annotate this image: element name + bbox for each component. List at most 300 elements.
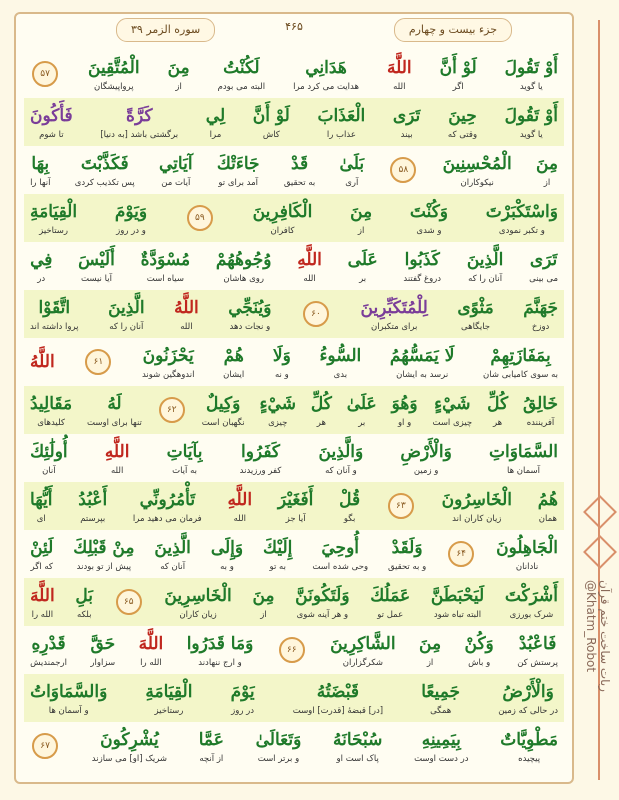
persian-translation: جایگاهی — [461, 322, 491, 332]
persian-translation: و زمین — [413, 466, 439, 476]
persian-translation: شکرگزاران — [342, 658, 384, 668]
arabic-word: لَيَحْبَطَنَّ — [430, 586, 485, 606]
arabic-word: اللَّهُ — [174, 298, 199, 318]
verse-number-marker: ۵۹ — [187, 205, 213, 231]
persian-translation: در — [37, 274, 46, 284]
arabic-word: السُّوءُ — [319, 346, 362, 366]
word-line — [24, 674, 564, 722]
arabic-word: اللَّهِ — [227, 490, 253, 510]
persian-translation: مرا — [209, 130, 222, 140]
verse-row — [24, 194, 564, 242]
arabic-word: مَطْوِيَّاتٌ — [500, 730, 558, 750]
persian-translation: به آیات — [172, 466, 198, 476]
word — [392, 386, 418, 434]
verse-row — [24, 386, 564, 434]
word — [30, 626, 67, 674]
arabic-word: مِنْ قَبْلِكَ — [73, 538, 135, 558]
page-header — [16, 14, 572, 44]
verse-end — [30, 722, 60, 770]
arabic-word: الْجَاهِلُونَ — [496, 538, 558, 558]
persian-translation: در روز — [231, 706, 255, 716]
persian-translation: که اگر — [30, 562, 53, 572]
verse-number-marker: ۵۷ — [32, 61, 58, 87]
verse-end — [388, 146, 418, 194]
word — [30, 290, 79, 338]
channel-handle: @Khatm_Robot — [584, 580, 598, 673]
arabic-word: وَمَا قَدَرُوا — [186, 634, 254, 654]
arabic-word: الَّذِينَ — [154, 538, 191, 558]
verse-end — [83, 338, 113, 386]
word-line — [24, 530, 564, 578]
persian-translation: یا گوید — [519, 82, 543, 92]
word — [206, 98, 225, 146]
persian-translation: بر — [358, 418, 366, 428]
verse-number-marker: ۶۴ — [448, 541, 474, 567]
word — [260, 386, 296, 434]
arabic-word: لَوْ أَنَّ — [439, 58, 477, 78]
arabic-word: أُوحِيَ — [321, 538, 360, 558]
persian-translation: آیات من — [161, 178, 191, 188]
word — [159, 146, 193, 194]
word — [523, 290, 558, 338]
persian-translation: چیزی — [268, 418, 288, 428]
persian-translation: پرواپیشگان — [94, 82, 134, 92]
persian-translation: همان — [538, 514, 557, 524]
verse-number-marker: ۶۶ — [279, 637, 305, 663]
persian-translation: کفر ورزیدند — [239, 466, 282, 476]
quran-text — [24, 50, 564, 774]
word — [231, 674, 255, 722]
persian-translation: برگشتی باشد [به دنیا] — [100, 130, 179, 140]
word — [388, 530, 426, 578]
arabic-word: بِيَمِينِهِ — [421, 730, 461, 750]
persian-translation: ای — [36, 514, 46, 524]
word — [448, 98, 477, 146]
persian-translation: آفریننده — [526, 418, 555, 428]
word — [403, 242, 441, 290]
word — [164, 578, 231, 626]
word — [256, 722, 302, 770]
word — [73, 530, 134, 578]
word — [202, 386, 245, 434]
verse-end — [157, 386, 187, 434]
arabic-word: الْقِيَامَةِ — [145, 682, 193, 702]
arabic-word: بِآيَاتِ — [166, 442, 203, 462]
persian-translation: بر — [359, 274, 367, 284]
persian-translation: در حالی که زمین — [498, 706, 558, 716]
verse-number-marker: ۵۸ — [390, 157, 416, 183]
persian-translation: دوزخ — [531, 322, 550, 332]
arabic-word: آيَاتِي — [159, 154, 193, 174]
arabic-word: لَكُنْتُ — [223, 58, 260, 78]
word — [240, 434, 282, 482]
arabic-word: مَثْوًى — [457, 298, 494, 318]
arabic-word: لَئِنْ — [30, 538, 54, 558]
word-line — [24, 434, 564, 482]
verse-number-marker: ۶۵ — [116, 589, 142, 615]
arabic-word: وَالْأَرْضُ — [502, 682, 554, 702]
persian-translation: تا شوم — [39, 130, 64, 140]
verse-row — [24, 578, 564, 626]
word — [390, 338, 455, 386]
persian-translation: بیند — [400, 130, 413, 140]
word — [487, 386, 508, 434]
word — [142, 338, 195, 386]
persian-translation: نگهبان است — [201, 418, 245, 428]
persian-translation: فرمان می دهید مرا — [132, 514, 202, 524]
persian-translation: زیان کاران اند — [452, 514, 502, 524]
word — [317, 98, 365, 146]
verse-number-marker: ۶۳ — [388, 493, 414, 519]
arabic-word: مُسْوَدَّةٌ — [140, 250, 191, 270]
word — [538, 482, 558, 530]
persian-translation: وقتی که — [447, 130, 478, 140]
persian-translation: البته می بودم — [217, 82, 266, 92]
word — [145, 674, 192, 722]
arabic-word: مِنَ — [252, 586, 275, 606]
verse-end — [185, 194, 215, 242]
word — [217, 146, 260, 194]
arabic-word: يُشْرِكُونَ — [100, 730, 159, 750]
word — [115, 194, 147, 242]
arabic-word: جَاءَتْكَ — [216, 154, 260, 174]
persian-translation: دروغ گفتند — [403, 274, 442, 284]
arabic-word: مِنَ — [167, 58, 190, 78]
persian-translation: از — [543, 178, 551, 188]
persian-translation: بلکه — [77, 610, 92, 620]
arabic-word: الْعَذَابَ — [317, 106, 366, 126]
persian-translation: البته تباه شود — [433, 610, 482, 620]
arabic-word: هُمُ — [537, 490, 558, 510]
arabic-word: هَدَانِي — [305, 58, 347, 78]
word — [465, 626, 494, 674]
word — [523, 386, 558, 434]
arabic-word: وَلَتَكُونَنَّ — [295, 586, 350, 606]
word-line — [24, 626, 564, 674]
arabic-word: وَالَّذِينَ — [318, 442, 364, 462]
word — [108, 290, 145, 338]
persian-translation: بگو — [343, 514, 356, 524]
arabic-word: مِنَ — [350, 202, 373, 222]
arabic-word: اللَّهَ — [138, 634, 164, 654]
arabic-word: لِي — [205, 106, 226, 126]
arabic-word: الْكَافِرِينَ — [252, 202, 313, 222]
persian-translation: الله — [303, 274, 316, 284]
arabic-word: قُلْ — [339, 490, 361, 510]
persian-translation: از آنچه — [199, 754, 224, 764]
arabic-word: اللَّهَ — [30, 586, 55, 606]
word — [440, 50, 477, 98]
persian-translation: کافران — [270, 226, 295, 236]
persian-translation: الله را — [140, 658, 162, 668]
persian-translation: و ارج ننهادند — [198, 658, 242, 668]
arabic-word: وَالسَّمَاوَاتُ — [30, 682, 108, 702]
word — [30, 530, 53, 578]
arabic-word: قَدْرِهِ — [31, 634, 66, 654]
word — [410, 194, 448, 242]
persian-translation: الله — [393, 82, 406, 92]
arabic-word: وَهُوَ — [391, 394, 418, 414]
word — [457, 290, 493, 338]
word — [227, 482, 252, 530]
arabic-word: وُجُوهُهُمْ — [215, 250, 272, 270]
verse-number-marker: ۶۲ — [159, 397, 185, 423]
word — [443, 146, 512, 194]
arabic-word: فَاعْبُدْ — [518, 634, 557, 654]
persian-translation: رستاخیز — [39, 226, 69, 236]
arabic-word: لَهُ — [107, 394, 122, 414]
arabic-word: قَبْضَتُهُ — [316, 682, 360, 702]
arabic-word: بَلَىٰ — [339, 154, 365, 174]
persian-translation: آسمان ها — [506, 466, 540, 476]
arabic-word: يَوْمَ — [230, 682, 255, 702]
persian-translation: به تو — [269, 562, 286, 572]
persian-translation: هر — [316, 418, 326, 428]
channel-label — [582, 580, 612, 780]
persian-translation: همگی — [430, 706, 452, 716]
persian-translation: آنها را — [30, 178, 51, 188]
word-line — [24, 386, 564, 434]
arabic-word: اللَّهُ — [30, 352, 55, 372]
word — [421, 674, 460, 722]
persian-translation: الله را — [31, 610, 54, 620]
persian-translation: و شدی — [416, 226, 442, 236]
arabic-word: مِنَ — [535, 154, 558, 174]
word — [529, 242, 558, 290]
verse-end — [114, 578, 144, 626]
word — [505, 50, 558, 98]
arabic-word: فِي — [30, 250, 53, 270]
arabic-word: وَكُنْتَ — [409, 202, 449, 222]
word — [370, 578, 410, 626]
persian-translation: از — [357, 226, 365, 236]
ornament-icon — [583, 495, 617, 529]
verse-row — [24, 98, 564, 146]
persian-translation: پس تکذیب کردی — [74, 178, 135, 188]
arabic-word: قَدْ — [291, 154, 309, 174]
persian-translation: به تحقیق — [283, 178, 316, 188]
arabic-word: وَكِيلٌ — [206, 394, 241, 414]
persian-translation: پاک است او — [336, 754, 379, 764]
word — [297, 242, 322, 290]
word — [536, 146, 558, 194]
persian-translation: و به — [220, 562, 234, 572]
arabic-word: بَلِ — [75, 586, 94, 606]
word — [92, 722, 167, 770]
persian-translation: و تکبر نمودی — [498, 226, 545, 236]
arabic-word: فَكَذَّبْتَ — [80, 154, 129, 174]
word — [319, 434, 364, 482]
arabic-word: عَمَّا — [198, 730, 224, 750]
word — [253, 98, 290, 146]
persian-translation: سزاوار — [90, 658, 116, 668]
arabic-word: الْخَاسِرِينَ — [164, 586, 232, 606]
word-line — [24, 290, 564, 338]
word — [414, 722, 468, 770]
persian-translation: عذاب را — [326, 130, 356, 140]
arabic-word: اللَّهَ — [386, 58, 412, 78]
arabic-word: سُبْحَانَهُ — [332, 730, 383, 750]
word — [486, 194, 558, 242]
verse-number-marker: ۶۱ — [85, 349, 111, 375]
word — [139, 626, 164, 674]
persian-translation: اندوهگین شوند — [141, 370, 195, 380]
persian-translation: هدایت می کرد مرا — [293, 82, 359, 92]
arabic-word: بِهَا — [31, 154, 50, 174]
word — [90, 626, 115, 674]
word — [30, 578, 55, 626]
word — [100, 98, 178, 146]
arabic-word: تَأْمُرُونِّي — [139, 490, 196, 510]
word — [387, 50, 412, 98]
persian-translation: پرستش کن — [517, 658, 558, 668]
word-line — [24, 146, 564, 194]
word — [141, 242, 191, 290]
persian-translation: آمد برای تو — [218, 178, 259, 188]
arabic-word: حِينَ — [448, 106, 477, 126]
verse-row — [24, 434, 564, 482]
persian-translation: زیان کاران — [179, 610, 217, 620]
arabic-word: بِمَفَازَتِهِمْ — [490, 346, 551, 366]
word — [252, 578, 274, 626]
word — [350, 194, 372, 242]
verse-end — [277, 626, 307, 674]
persian-translation: و آسمان ها — [48, 706, 89, 716]
word — [30, 194, 77, 242]
word — [30, 98, 73, 146]
arabic-word: كُلِّ — [310, 394, 332, 414]
arabic-word: وَكُنْ — [464, 634, 494, 654]
word — [78, 242, 115, 290]
arabic-word: يَحْزَنُونَ — [142, 346, 194, 366]
arabic-word: اللَّهِ — [104, 442, 130, 462]
verse-row — [24, 338, 564, 386]
persian-translation: شریک [او] می سازند — [91, 754, 168, 764]
word — [187, 626, 254, 674]
arabic-word: الشَّاكِرِينَ — [330, 634, 396, 654]
verse-end — [446, 530, 476, 578]
arabic-word: أَوْ تَقُولَ — [504, 58, 558, 78]
arabic-word: وَلَقَدْ — [391, 538, 423, 558]
persian-translation: شرک بورزی — [509, 610, 554, 620]
persian-translation: به سوی کامیابی شان — [483, 370, 558, 380]
arabic-word: وَاسْتَكْبَرْتَ — [485, 202, 558, 222]
arabic-word: كَذَبُوا — [404, 250, 440, 270]
word — [75, 578, 93, 626]
arabic-word: جَمِيعًا — [421, 682, 461, 702]
word — [330, 626, 395, 674]
arabic-word: وَلَا — [272, 346, 291, 366]
persian-translation: بپرستم — [80, 514, 106, 524]
arabic-word: عَلَى — [347, 250, 378, 270]
arabic-word: أَوْ تَقُولَ — [504, 106, 558, 126]
persian-translation: و آنان که — [325, 466, 357, 476]
word — [154, 530, 191, 578]
persian-translation: در دست اوست — [414, 754, 469, 764]
word — [393, 98, 420, 146]
word — [312, 530, 368, 578]
word — [174, 290, 199, 338]
persian-translation: پیچیده — [518, 754, 541, 764]
verse-row — [24, 722, 564, 770]
word-line — [24, 338, 564, 386]
arabic-word: وَالْأَرْضِ — [400, 442, 452, 462]
word-line — [24, 578, 564, 626]
persian-translation: پیش از تو بودند — [76, 562, 132, 572]
arabic-word: مِنَ — [419, 634, 442, 654]
side-branding — [580, 20, 616, 780]
verse-row — [24, 146, 564, 194]
arabic-word: وَيُنَجِّي — [228, 298, 272, 318]
persian-translation: روی هاشان — [223, 274, 264, 284]
arabic-word: الْخَاسِرُونَ — [441, 490, 512, 510]
word — [432, 386, 472, 434]
word — [278, 482, 314, 530]
verse-end — [301, 290, 331, 338]
word — [442, 482, 512, 530]
arabic-word: لَا يَمَسُّهُمُ — [389, 346, 455, 366]
ornament-icon — [583, 535, 617, 569]
word — [30, 146, 50, 194]
arabic-word: أَفَغَيْرَ — [277, 490, 314, 510]
verse-row — [24, 674, 564, 722]
persian-translation: پروا داشته اند — [30, 322, 79, 332]
word — [223, 338, 244, 386]
persian-translation: الله — [180, 322, 193, 332]
persian-translation: از — [260, 610, 267, 620]
persian-translation: و هر آینه شوی — [296, 610, 349, 620]
arabic-word: شَيْءٍ — [259, 394, 296, 414]
verse-row — [24, 626, 564, 674]
word — [263, 530, 292, 578]
word — [431, 578, 484, 626]
word — [348, 242, 378, 290]
word-line — [24, 50, 564, 98]
persian-translation: الله — [233, 514, 246, 524]
word — [496, 530, 558, 578]
word — [273, 338, 291, 386]
arabic-word: كُلِّ — [487, 394, 509, 414]
verse-end — [30, 50, 60, 98]
arabic-word: السَّمَاوَاتِ — [488, 442, 558, 462]
persian-translation: آنان — [42, 466, 56, 476]
arabic-word: شَيْءٍ — [434, 394, 471, 414]
arabic-word: خَالِقُ — [522, 394, 558, 414]
arabic-word: فَأَكُونَ — [30, 106, 73, 126]
persian-translation: سیاه است — [146, 274, 184, 284]
persian-translation: یا گوید — [519, 130, 543, 140]
persian-translation: از — [426, 658, 434, 668]
word — [167, 434, 203, 482]
persian-translation: وحی شده است — [312, 562, 369, 572]
arabic-word: حَقَّ — [90, 634, 116, 654]
arabic-word: الْقِيَامَةِ — [30, 202, 78, 222]
persian-translation: برای متکبران — [370, 322, 418, 332]
word — [30, 434, 68, 482]
word — [105, 434, 130, 482]
arabic-word: عَمَلُكَ — [370, 586, 411, 606]
arabic-word: اتَّقَوْا — [38, 298, 71, 318]
arabic-word: أَلَيْسَ — [78, 250, 115, 270]
word — [293, 674, 383, 722]
persian-translation: کلیدهای — [37, 418, 65, 428]
word — [347, 386, 377, 434]
word — [400, 434, 451, 482]
page-number: ۴۶۵ — [285, 20, 303, 33]
word — [361, 290, 428, 338]
persian-translation: و به تحقیق — [387, 562, 427, 572]
arabic-word: هُمْ — [223, 346, 244, 366]
